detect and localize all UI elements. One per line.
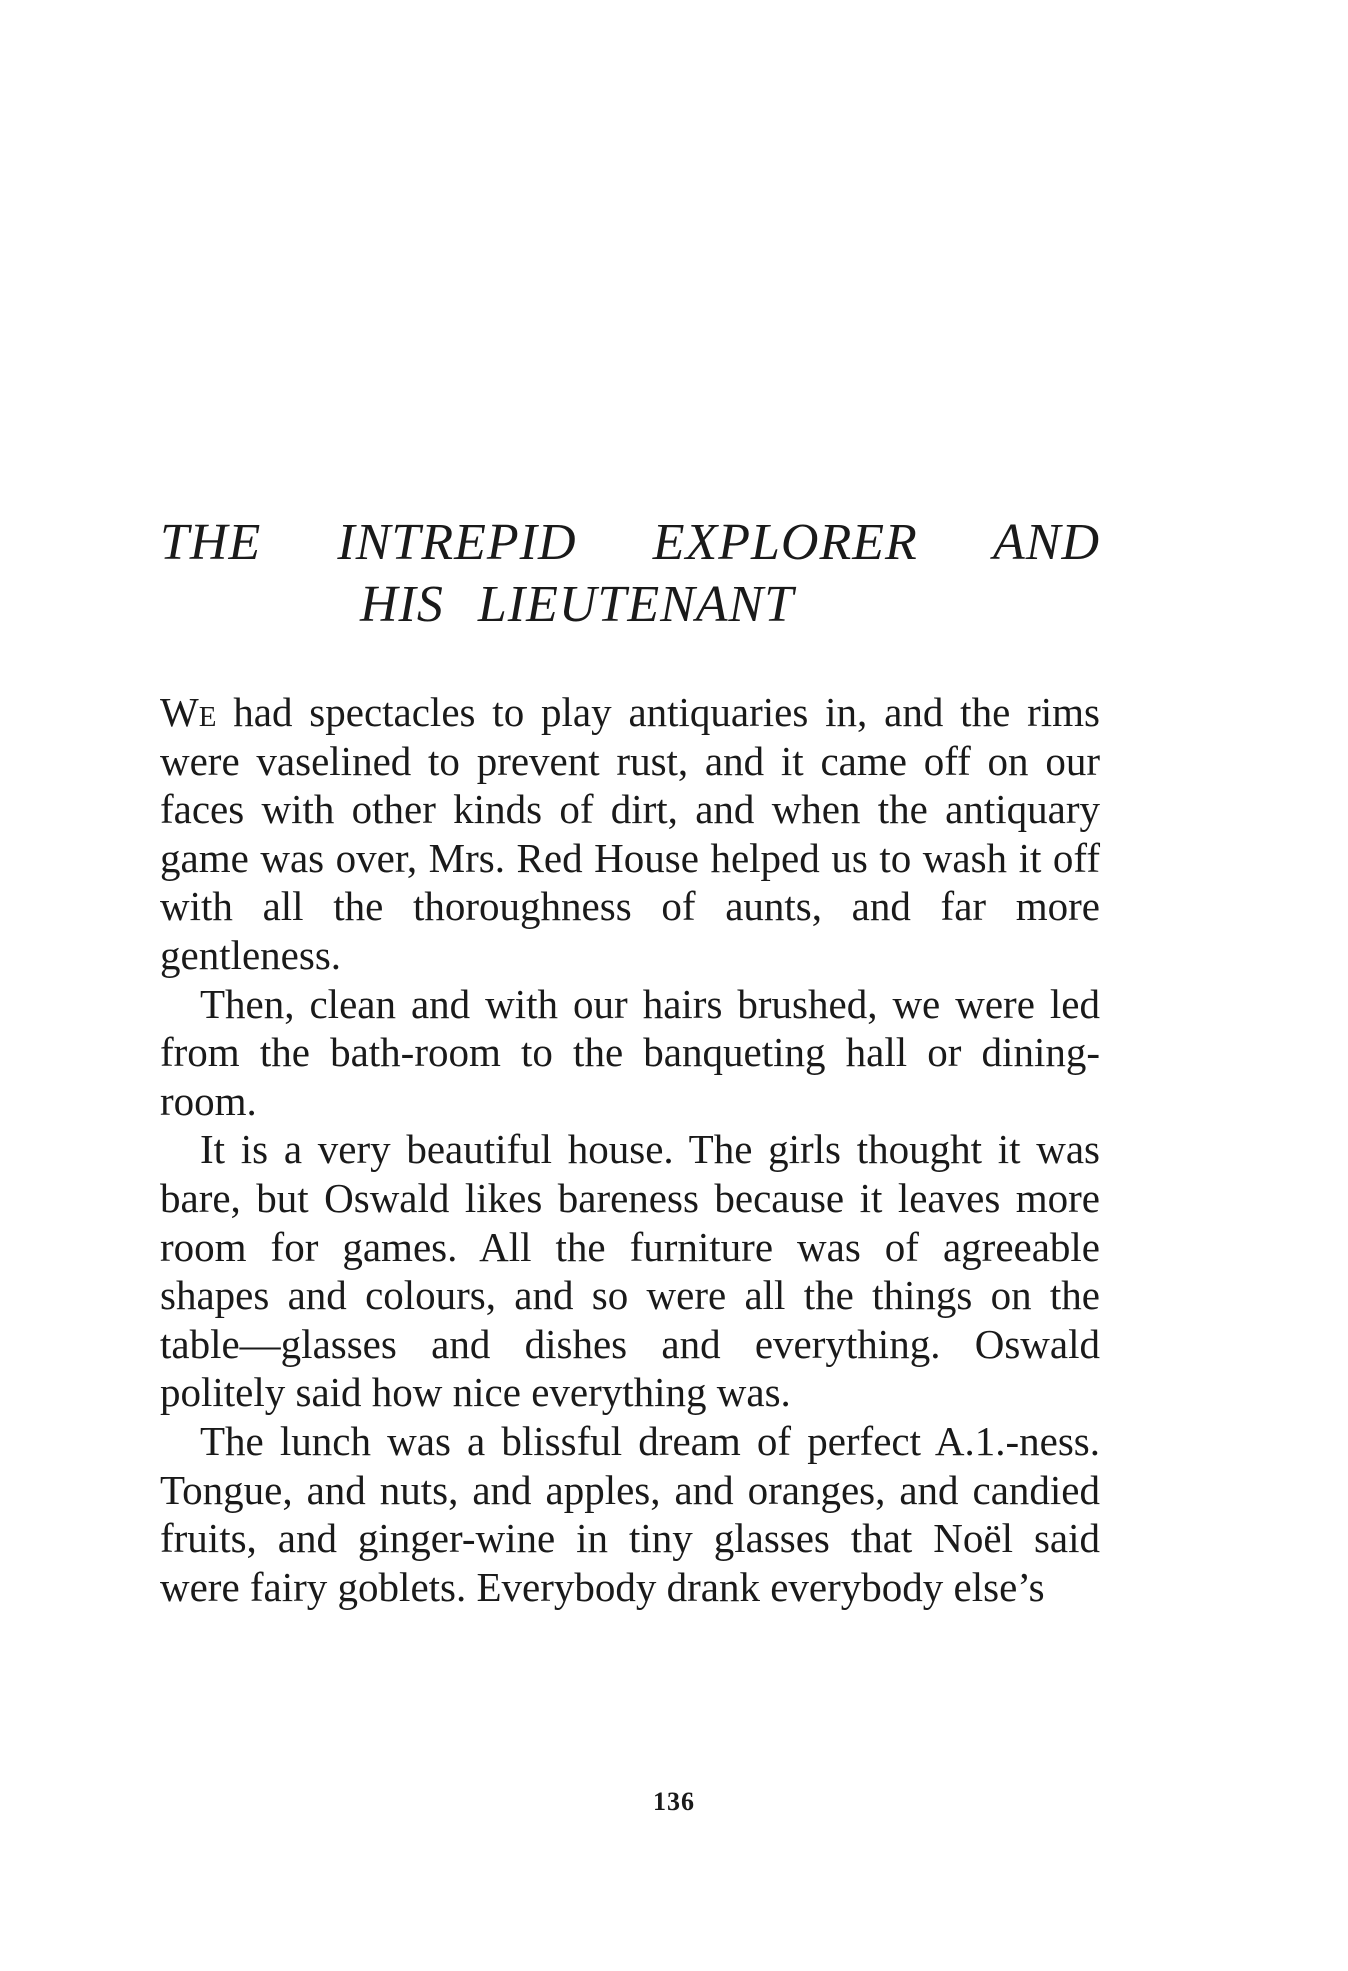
chapter-title-line-1: THE INTREPID EXPLORER AND: [160, 514, 1100, 571]
paragraph-2: Then, clean and with our hairs brushed, we were led from the bath-room to the banqueting hall or dining-room.: [160, 980, 1100, 1124]
opening-word: We: [160, 689, 217, 735]
chapter-body: [160, 688, 1100, 1611]
paragraph-3: It is a very beautiful house. The girls thought it was bare, but Oswald likes bareness because it leaves more room for games. All the furniture was of agreeable shapes and colours, and so were all the things on the table—glasses and dishes and everything. Oswald politely said how nice everything was.: [160, 1126, 1100, 1416]
paragraph-1: [160, 688, 1100, 980]
chapter-title: [160, 512, 1100, 636]
paragraph-1-text: had spectacles to play antiquaries in, and the rims were vaselined to prevent rust, and it came off on our faces with other kinds of dirt, and when the antiquary game was over, Mrs. Red House helped us to wash it off with all the thoroughness of aunts, and far more gentleness.: [160, 689, 1100, 978]
page-number: 136: [653, 1787, 695, 1816]
paragraph-4: The lunch was a blissful dream of perfect A.1.-ness. Tongue, and nuts, and apples, and oranges, and candied fruits, and ginger-wine in tiny glasses that Noël said were fairy goblets. Everybody drank everybody else’s: [160, 1417, 1100, 1610]
chapter-title-line-2: HIS LIEUTENANT: [360, 576, 795, 633]
